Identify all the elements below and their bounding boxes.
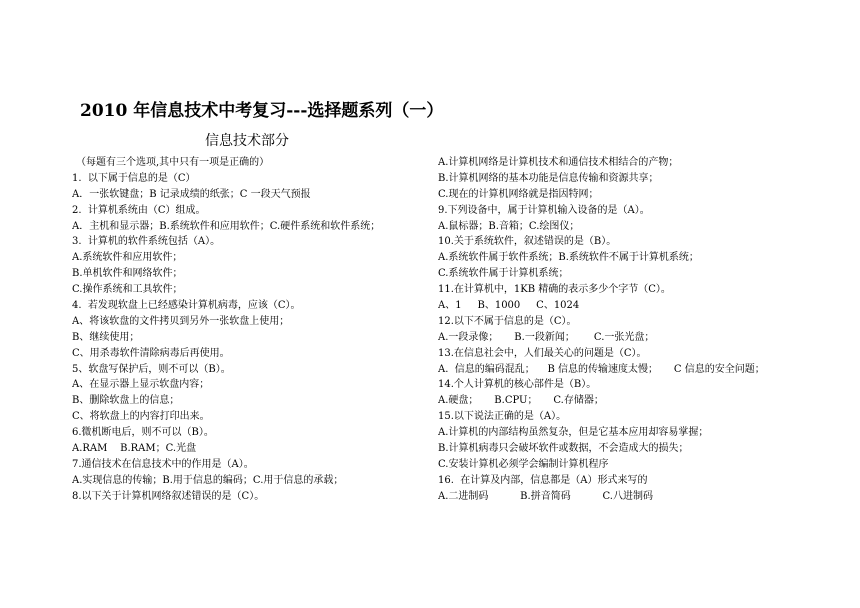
text-line: A.计算机网络是计算机技术和通信技术相结合的产物； bbox=[438, 157, 679, 168]
text-line: B.单机软件和网络软件； bbox=[72, 268, 183, 280]
text-line: C、将软盘上的内容打印出来。 bbox=[72, 411, 210, 423]
text-line: A.系统软件和应用软件； bbox=[72, 252, 183, 264]
right-column bbox=[438, 155, 848, 505]
text-line: C.操作系统和工具软件； bbox=[72, 284, 183, 296]
text-line: B、继续使用； bbox=[72, 331, 140, 343]
text-line: 12.以下不属于信息的是（C）。 bbox=[438, 315, 577, 327]
text-line: A、将该软盘的文件拷贝到另外一张软盘上使用； bbox=[72, 315, 290, 327]
text-line: 10.关于系统软件，叙述错误的是（B）。 bbox=[438, 236, 617, 248]
text-line: B.计算机网络的基本功能是信息传输和资源共享； bbox=[438, 172, 659, 184]
text-line: 7.通信技术在信息技术中的作用是（A）。 bbox=[72, 458, 254, 470]
text-line: A.RAM B.RAM；C.光盘 bbox=[72, 443, 197, 455]
text-line: A.实现信息的传输；B.用于信息的编码；C.用于信息的承载； bbox=[72, 474, 344, 486]
text-line: 9.下列设备中，属于计算机输入设备的是（A）。 bbox=[438, 204, 650, 216]
text-line: C、用杀毒软件清除病毒后再使用。 bbox=[72, 347, 230, 359]
text-line: 3. 计算机的软件系统包括（A）。 bbox=[72, 236, 221, 248]
text-line: 5、软盘写保护后，则不可以（B）。 bbox=[72, 363, 231, 375]
text-line: B、删除软盘上的信息； bbox=[72, 395, 180, 407]
text-line: B.计算机病毒只会破坏软件或数据，不会造成大的损失； bbox=[438, 443, 689, 455]
text-line: A、1 B、1000 C、1024 bbox=[438, 300, 580, 312]
instruction-line: （每题有三个选项,其中只有一项是正确的） bbox=[76, 157, 270, 168]
text-line: 2. 计算机系统由（C）组成。 bbox=[72, 204, 206, 216]
text-line: 11.在计算机中，1KB 精确的表示多少个字节（C）。 bbox=[438, 284, 671, 296]
text-line: A．主机和显示器；B.系统软件和应用软件；C.硬件系统和软件系统； bbox=[72, 220, 381, 232]
text-line: A.系统软件属于软件系统；B.系统软件不属于计算机系统； bbox=[438, 252, 699, 264]
text-line: A.一段录像； B.一段新闻； C.一张光盘； bbox=[438, 331, 655, 343]
text-line: A.鼠标器；B.音箱；C.绘图仪； bbox=[438, 220, 580, 232]
text-line: C.安装计算机必须学会编制计算机程序 bbox=[438, 458, 609, 470]
text-line: A.计算机的内部结构虽然复杂，但是它基本应用却容易掌握； bbox=[438, 427, 709, 439]
text-line: C.现在的计算机网络就是指因特网； bbox=[438, 188, 599, 200]
text-line: A. 信息的编码混乱； B 信息的传输速度太慢； C 信息的安全问题； bbox=[438, 363, 765, 375]
text-line: 4. 若发现软盘上已经感染计算机病毒，应该（C）。 bbox=[72, 300, 301, 312]
text-line: 15.以下说法正确的是（A）。 bbox=[438, 411, 567, 423]
page-title: 2010 年信息技术中考复习---选择题系列（一） bbox=[80, 101, 444, 121]
text-line: 16. 在计算及内部，信息都是（A）形式来写的 bbox=[438, 474, 648, 486]
text-line: 8.以下关于计算机网络叙述错误的是（C）。 bbox=[72, 490, 265, 502]
text-line: C.系统软件属于计算机系统； bbox=[438, 268, 569, 280]
text-line: A．一张软键盘；B 记录成绩的纸张；C 一段天气预报 bbox=[72, 188, 311, 200]
text-line: 13.在信息社会中，人们最关心的问题是（C）。 bbox=[438, 347, 647, 359]
text-line: 6.微机断电后，则不可以（B）。 bbox=[72, 427, 214, 439]
text-line: 1. 以下属于信息的是（C） bbox=[72, 172, 196, 184]
text-line: A.硬盘； B.CPU； C.存储器； bbox=[438, 395, 604, 407]
section-subtitle: 信息技术部分 bbox=[205, 133, 289, 149]
left-column bbox=[72, 155, 432, 505]
text-line: A.二进制码 B.拼音简码 C.八进制码 bbox=[438, 490, 653, 502]
text-line: 14.个人计算机的核心部件是（B）。 bbox=[438, 379, 597, 391]
text-line: A、在显示器上显示软盘内容； bbox=[72, 379, 210, 391]
